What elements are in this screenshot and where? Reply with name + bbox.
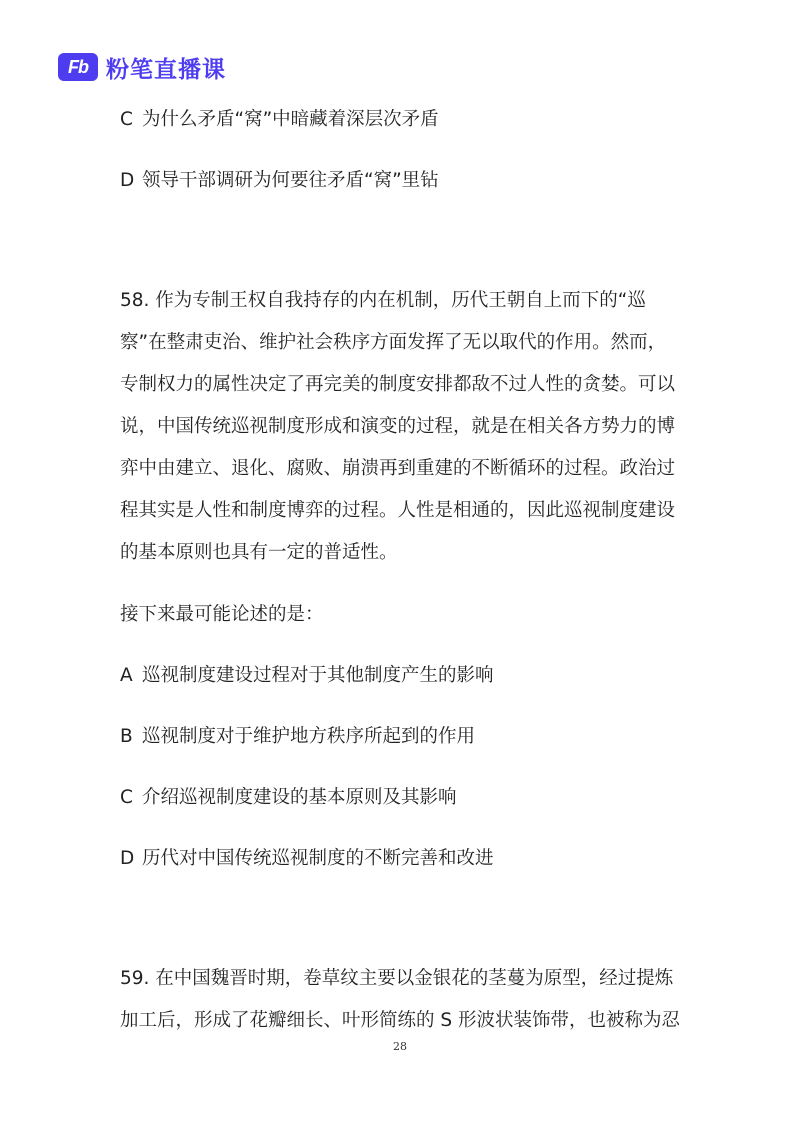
- brand-mark-icon: Fb: [58, 53, 98, 81]
- q57-option-c: C 为什么矛盾“窝”中暗藏着深层次矛盾: [120, 109, 439, 130]
- q58-stem-line: 58. 作为专制王权自我持存的内在机制，历代王朝自上而下的“巡: [120, 290, 646, 311]
- page-number: 28: [393, 1040, 407, 1053]
- q58-option-c: C 介绍巡视制度建设的基本原则及其影响: [120, 787, 457, 808]
- q58-stem-line: 专制权力的属性决定了再完美的制度安排都敌不过人性的贪婪。可以: [120, 374, 676, 395]
- q57-option-d: D 领导干部调研为何要往矛盾“窝”里钻: [120, 170, 439, 191]
- q59-stem-line: 加工后，形成了花瓣细长、叶形简练的 S 形波状装饰带，也被称为忍: [120, 1010, 681, 1031]
- q59-stem-line: 59. 在中国魏晋时期，卷草纹主要以金银花的茎蔓为原型，经过提炼: [120, 968, 674, 989]
- q58-stem-line: 的基本原则也具有一定的普适性。: [120, 542, 398, 563]
- brand-logo: [58, 52, 226, 82]
- brand-name: 粉笔直播课: [106, 56, 226, 83]
- q58-option-d: D 历代对中国传统巡视制度的不断完善和改进: [120, 848, 494, 869]
- q58-stem-line: 察”在整肃吏治、维护社会秩序方面发挥了无以取代的作用。然而，: [120, 332, 667, 353]
- q58-stem-line: 程其实是人性和制度博弈的过程。人性是相通的，因此巡视制度建设: [120, 500, 676, 521]
- q58-prompt: 接下来最可能论述的是：: [120, 604, 324, 625]
- q58-stem-line: 弈中由建立、退化、腐败、崩溃再到重建的不断循环的过程。政治过: [120, 458, 676, 479]
- q58-option-a: A 巡视制度建设过程对于其他制度产生的影响: [120, 665, 494, 686]
- q58-option-b: B 巡视制度对于维护地方秩序所起到的作用: [120, 726, 476, 747]
- q58-stem-line: 说，中国传统巡视制度形成和演变的过程，就是在相关各方势力的博: [120, 416, 676, 437]
